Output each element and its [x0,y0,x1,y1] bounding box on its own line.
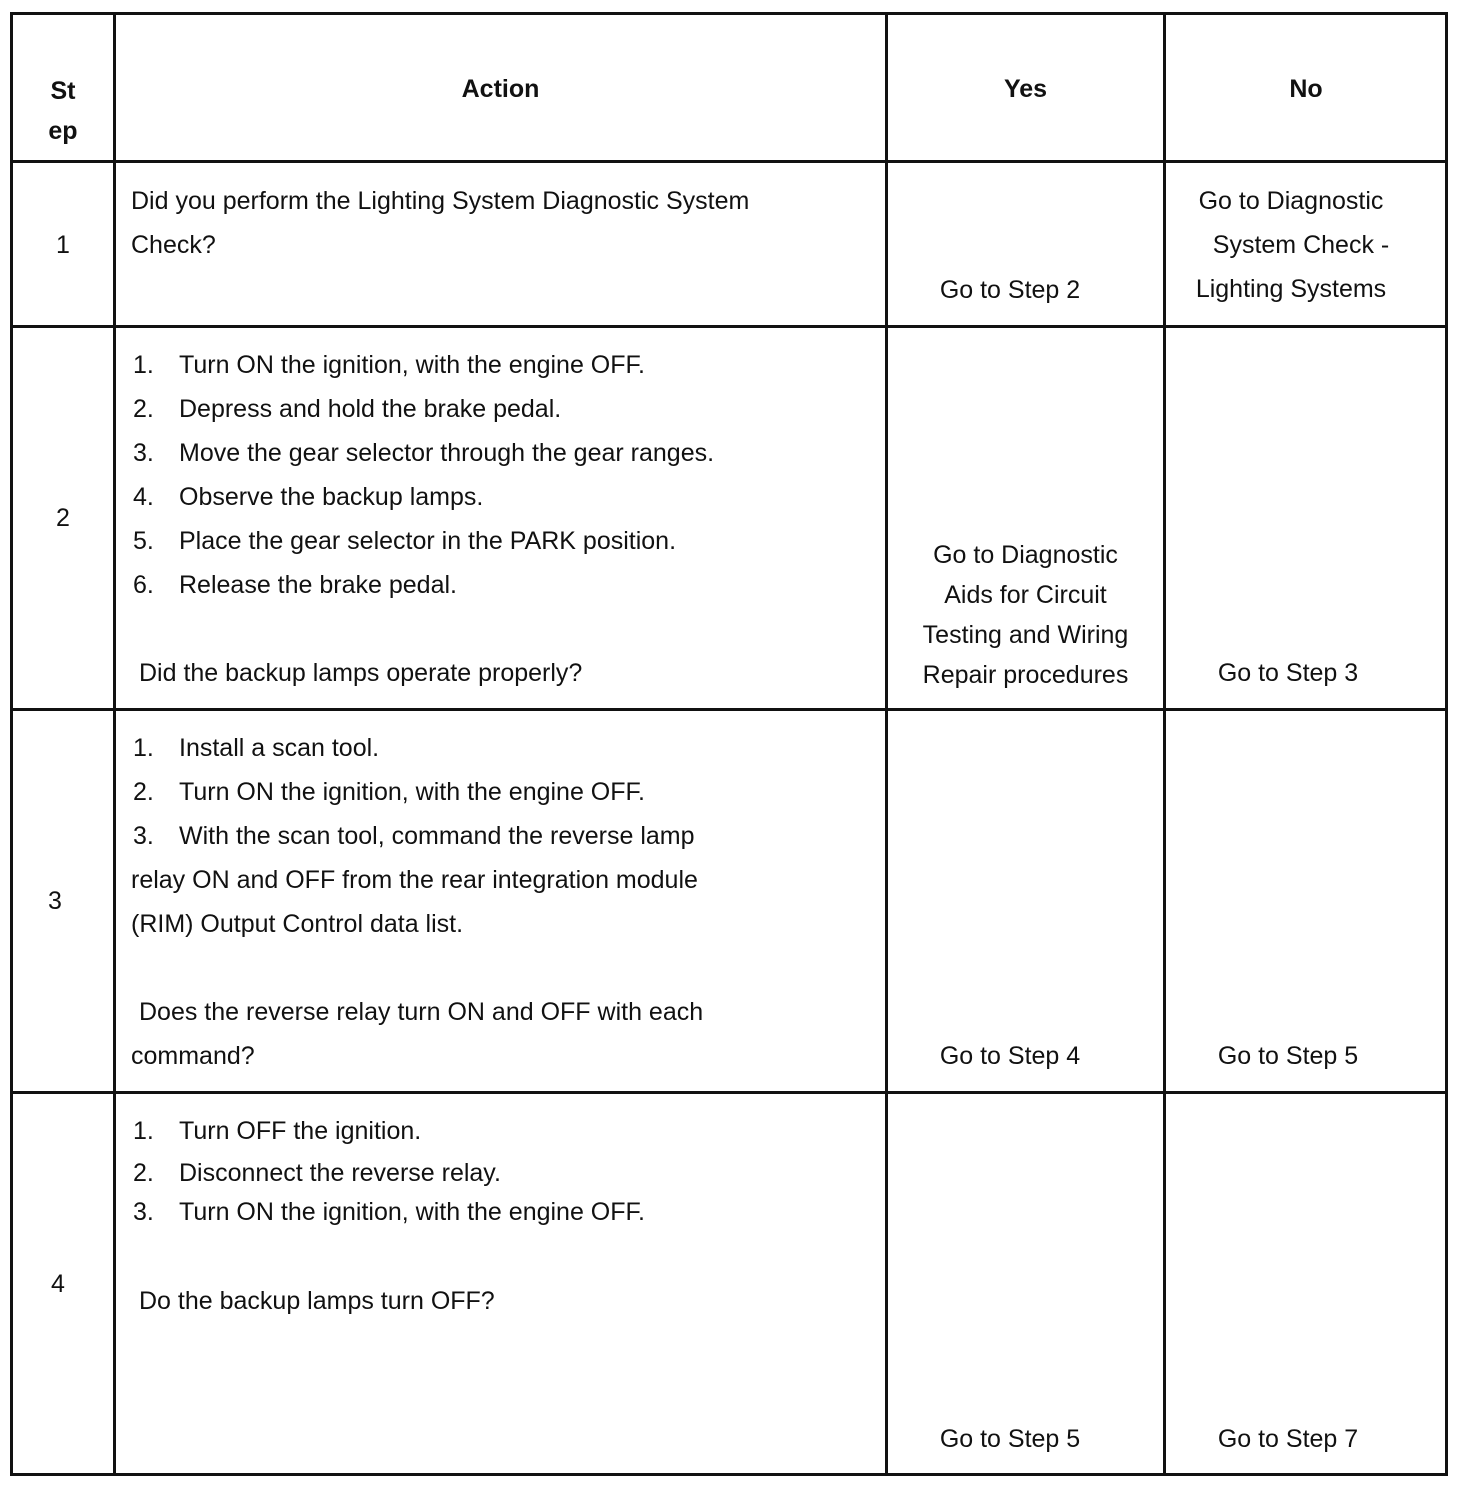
action-steps [131,726,871,858]
list-item: 3. Move the gear selector through the gear ranges. [133,439,715,467]
action-question: Did the backup lamps operate properly? [139,659,583,687]
row-divider [13,160,1445,163]
question-line: command? [131,1042,255,1070]
step-number: 2 [56,504,70,532]
question-line: Does the reverse relay turn ON and OFF with each [139,998,704,1026]
yes-result-line: Repair procedures [922,661,1129,689]
column-divider [113,15,116,1473]
action-text [131,343,871,607]
list-item: 2. Disconnect the reverse relay. [133,1159,501,1187]
list-item: 1. Turn OFF the ignition. [133,1117,422,1145]
step-number: 3 [48,887,62,915]
yes-result: Go to Step 5 [939,1425,1081,1453]
header-action: Action [461,75,540,103]
action-question [131,990,871,1078]
no-result: Go to Step 7 [1217,1425,1359,1453]
no-result-line: Lighting Systems [1195,275,1387,303]
action-steps [131,1109,871,1231]
list-item: 6. Release the brake pedal. [133,571,457,599]
row-divider [13,708,1445,711]
list-item: 4. Observe the backup lamps. [133,483,484,511]
row-divider [13,325,1445,328]
list-item: 2. Turn ON the ignition, with the engine OFF. [133,778,645,806]
column-divider [885,15,888,1473]
header-step-line2: ep [48,117,78,145]
action-steps [131,343,871,607]
no-result [1166,179,1416,311]
list-item: 1. Install a scan tool. [133,734,380,762]
list-item: 2. Depress and hold the brake pedal. [133,395,562,423]
header-yes: Yes [1003,75,1048,103]
action-text [131,726,871,946]
list-item: 5. Place the gear selector in the PARK position. [133,527,677,555]
list-item: 3. With the scan tool, command the reverse lamp [133,822,695,850]
action-question: Do the backup lamps turn OFF? [139,1287,495,1315]
yes-result: Go to Step 2 [939,276,1081,304]
action-line: relay ON and OFF from the rear integration module [131,866,698,894]
action-line: Check? [131,231,216,259]
yes-result-line: Aids for Circuit [944,581,1107,609]
step-number: 4 [51,1270,65,1298]
yes-result [888,535,1163,695]
row-divider [13,1091,1445,1094]
yes-result: Go to Step 4 [939,1042,1081,1070]
no-result: Go to Step 3 [1217,659,1359,687]
no-result: Go to Step 5 [1217,1042,1359,1070]
yes-result-line: Go to Diagnostic [933,541,1118,569]
action-text [131,179,871,267]
list-item: 1. Turn ON the ignition, with the engine OFF. [133,351,645,379]
header-step-line1: St [50,77,76,105]
header-step [13,71,113,151]
yes-result-line: Testing and Wiring [922,621,1129,649]
action-line: (RIM) Output Control data list. [131,910,464,938]
action-text [131,1109,871,1231]
no-result-line: System Check - [1212,231,1390,259]
no-result-line: Go to Diagnostic [1198,187,1384,215]
step-number: 1 [56,231,70,259]
header-no: No [1289,75,1323,103]
list-item: 3. Turn ON the ignition, with the engine OFF. [133,1198,645,1226]
action-line: Did you perform the Lighting System Diagnostic System [131,187,750,215]
diagnostic-table [10,12,1448,1476]
